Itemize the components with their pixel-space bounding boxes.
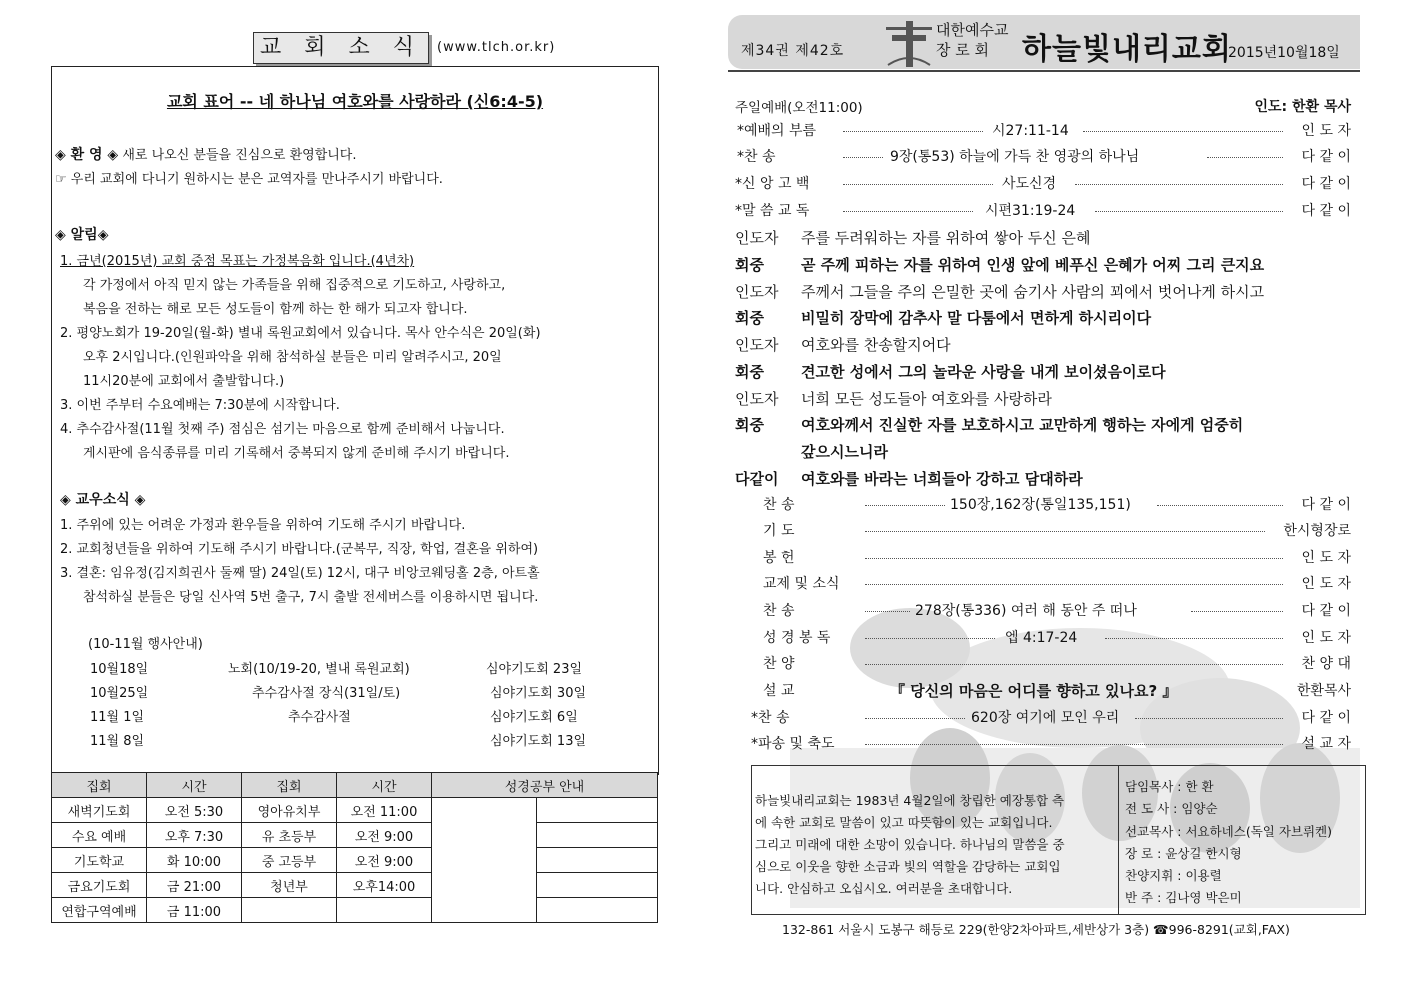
notice-item: 복음을 전하는 해로 모든 성도들이 함께 하는 한 해가 되고자 합니다. <box>83 302 468 317</box>
welcome-note: ☞ 우리 교회에 다니기 원하시는 분은 교역자를 만나주시기 바랍니다. <box>55 172 443 187</box>
bible-study-cell <box>537 848 658 873</box>
column-header: 집회 <box>242 773 337 798</box>
notice-item: 1. 금년(2015년) 교회 중점 목표는 가정복음화 입니다.(4년차) <box>60 254 415 269</box>
responsive-speaker: 인도자 <box>735 336 779 354</box>
church-motto: 교회 표어 -- 네 하나님 여호와를 사랑하라 (신6:4-5) <box>166 92 544 111</box>
column-header: 시간 <box>337 773 432 798</box>
bible-study-cell <box>537 798 658 823</box>
responsive-speaker: 다같이 <box>735 470 779 488</box>
welcome-heading: ◈ 환 영 ◈ <box>55 147 119 163</box>
welcome-line <box>55 144 357 164</box>
notice-item: 4. 추수감사절(11월 첫째 주) 점심은 섬기는 마음으로 함께 준비해서 나눕니다. <box>60 422 505 437</box>
order-row <box>735 197 1353 223</box>
table-cell: 오후 7:30 <box>147 823 242 848</box>
responsive-row <box>735 385 1353 411</box>
order-by: 인 도 자 <box>1301 123 1351 139</box>
order-row <box>735 677 1353 703</box>
affairs-heading: ◈ 교우소식 ◈ <box>60 492 146 508</box>
responsive-text: 곧 주께 피하는 자를 위하여 인생 앞에 베푸신 은혜가 어찌 그리 큰지요 <box>801 256 1265 274</box>
responsive-text: 갚으시느니라 <box>801 443 888 461</box>
order-content: 시27:11-14 <box>992 123 1069 139</box>
event-date: 11월 1일 <box>90 710 145 725</box>
cross-logo-icon <box>884 21 934 67</box>
order-by: 인 도 자 <box>1301 550 1351 566</box>
order-by: 인 도 자 <box>1301 630 1351 646</box>
responsive-row <box>735 224 1353 250</box>
table-cell: 금 11:00 <box>147 898 242 923</box>
table-row <box>52 873 658 898</box>
order-content: 엡 4:17-24 <box>1005 630 1078 646</box>
order-by: 찬 양 대 <box>1301 656 1351 672</box>
table-cell: 오후14:00 <box>337 873 432 898</box>
bible-study-cell <box>537 823 658 848</box>
responsive-speaker: 인도자 <box>735 390 779 408</box>
responsive-text: 비밀히 장막에 감추사 말 다툼에서 면하게 하시리이다 <box>801 309 1152 327</box>
volume-number: 제34권 제42호 <box>741 43 845 59</box>
responsive-text: 견고한 성에서 그의 놀라운 사랑을 내게 보이셨음이로다 <box>801 363 1166 381</box>
order-content: 시편31:19-24 <box>985 203 1076 219</box>
order-row <box>735 117 1353 143</box>
affairs-item: 2. 교회청년들을 위하여 기도해 주시기 바랍니다.(군복무, 직장, 학업, 결혼을 위하여) <box>60 542 539 557</box>
responsive-speaker: 인도자 <box>735 283 779 301</box>
table-row <box>52 823 658 848</box>
table-cell: 오전 9:00 <box>337 848 432 873</box>
order-row <box>735 570 1353 596</box>
order-by: 설 교 자 <box>1301 736 1351 752</box>
order-row <box>735 650 1353 676</box>
order-content: 278장(통336) 여러 해 동안 주 떠나 <box>915 603 1137 619</box>
order-by: 다 같 이 <box>1301 149 1351 165</box>
order-by: 다 같 이 <box>1301 603 1351 619</box>
table-cell: 오전 11:00 <box>337 798 432 823</box>
event-prayer: 심야기도회 6일 <box>490 710 578 725</box>
responsive-text: 여호와를 찬송할지어다 <box>801 336 951 354</box>
order-row <box>735 704 1353 730</box>
responsive-text: 여호와께서 진실한 자를 보호하시고 교만하게 행하는 자에게 엄중히 <box>801 416 1244 434</box>
denomination-line: 대한예수교 <box>936 21 1009 39</box>
table-cell: 연합구역예배 <box>52 898 147 923</box>
event-name: 추수감사절 장식(31일/토) <box>252 686 401 701</box>
event-date: 11월 8일 <box>90 734 145 749</box>
service-title: 주일예배(오전11:00) <box>735 100 863 116</box>
table-row <box>52 798 658 823</box>
intro-line: 하늘빛내리교회는 1983년 4월2일에 창립한 예장통합 측 <box>755 793 1065 808</box>
responsive-row <box>735 278 1353 304</box>
staff-list <box>1125 776 1332 910</box>
church-intro <box>755 790 1115 900</box>
responsive-text: 여호와를 바라는 너희들아 강하고 담대하라 <box>801 470 1083 488</box>
responsive-speaker: 회중 <box>735 309 764 327</box>
service-leader: 인도: 한환 목사 <box>1254 99 1351 115</box>
event-prayer: 심야기도회 13일 <box>490 734 587 749</box>
event-name: 추수감사절 <box>288 710 351 725</box>
denomination <box>936 20 1008 60</box>
intro-line: 심으로 이웃을 향한 소금과 빛의 역할을 감당하는 교회입 <box>755 859 1061 874</box>
order-row <box>735 143 1353 169</box>
event-name: 노회(10/19-20, 별내 록원교회) <box>228 662 410 677</box>
order-by: 한환목사 <box>1296 683 1351 699</box>
responsive-text: 너희 모든 성도들아 여호와를 사랑하라 <box>801 390 1052 408</box>
order-label: 설 교 <box>763 683 795 699</box>
table-cell: 청년부 <box>242 873 337 898</box>
bulletin-date: 2015년10월18일 <box>1228 45 1340 61</box>
order-label: 봉 헌 <box>763 550 795 566</box>
church-name: 하늘빛내리교회 <box>1022 32 1232 67</box>
table-cell: 금요기도회 <box>52 873 147 898</box>
order-label: 찬 송 <box>763 603 795 619</box>
staff-item: 선교목사 : 서요하네스(독일 자브뤼켄) <box>1125 823 1333 839</box>
sermon-title: 『 당신의 마음은 어디를 향하고 있나요? 』 <box>890 682 1178 700</box>
order-by: 다 같 이 <box>1301 497 1351 513</box>
info-divider <box>1118 766 1119 914</box>
notice-item: 11시20분에 교회에서 출발합니다.) <box>83 374 285 389</box>
church-address: 132-861 서울시 도봉구 해등로 229(한양2차아파트,세반상가 3층) ☎996-8291(교회,FAX) <box>782 922 1290 937</box>
table-cell: 수요 예배 <box>52 823 147 848</box>
order-by: 다 같 이 <box>1301 203 1351 219</box>
denomination-line: 장 로 회 <box>936 41 990 59</box>
order-label: *말 씀 교 독 <box>735 203 810 219</box>
order-row <box>735 517 1353 543</box>
order-content: 9장(통53) 하늘에 가득 찬 영광의 하나님 <box>890 149 1140 165</box>
notice-item: 각 가정에서 아직 믿지 않는 가족들을 위해 집중적으로 기도하고, 사랑하고, <box>83 278 506 293</box>
order-label: 교제 및 소식 <box>763 576 840 592</box>
table-cell: 오전 9:00 <box>337 823 432 848</box>
header-divider <box>728 70 1360 72</box>
responsive-row <box>735 251 1353 277</box>
table-row <box>52 848 658 873</box>
table-cell: 영아유치부 <box>242 798 337 823</box>
order-label: 찬 양 <box>763 656 795 672</box>
table-cell: 중 고등부 <box>242 848 337 873</box>
intro-line: 에 속한 교회로 말씀이 있고 따뜻함이 있는 교회입니다. <box>755 815 1053 830</box>
staff-item: 담임목사 : 한 환 <box>1125 779 1214 794</box>
responsive-row <box>735 358 1353 384</box>
affairs-item: 참석하실 분들은 당일 신사역 5번 출구, 7시 출발 전세버스를 이용하시면 됩니다. <box>83 590 539 605</box>
affairs-item: 1. 주위에 있는 어려운 가정과 환우들을 위하여 기도해 주시기 바랍니다. <box>60 518 466 533</box>
staff-item: 반 주 : 김나영 박은미 <box>1125 890 1242 906</box>
intro-line: 그리고 미래에 대한 소망이 있습니다. 하나님의 말씀을 중 <box>755 837 1065 852</box>
order-label: *찬 송 <box>737 149 776 165</box>
staff-item: 장 로 : 윤상길 한시형 <box>1125 845 1242 861</box>
responsive-row <box>735 304 1353 330</box>
affairs-item: 3. 결혼: 임유정(김지희권사 둘째 딸) 24일(토) 12시, 대구 비앙코웨딩홀 2층, 아트홀 <box>60 566 540 581</box>
notice-item: 게시판에 음식종류를 미리 기록해서 중복되지 않게 준비해 주시기 바랍니다. <box>83 446 510 461</box>
order-content: 620장 여기에 모인 우리 <box>971 710 1120 726</box>
order-row <box>735 170 1353 196</box>
order-label: 찬 송 <box>763 497 795 513</box>
bible-study-cell <box>537 873 658 898</box>
order-row <box>735 730 1353 756</box>
order-label: 기 도 <box>763 523 795 539</box>
order-by: 한시형장로 <box>1283 523 1351 539</box>
responsive-speaker: 인도자 <box>735 229 779 247</box>
responsive-row <box>735 331 1353 357</box>
order-row <box>735 491 1353 517</box>
order-content: 사도신경 <box>1002 176 1057 192</box>
table-cell <box>242 898 337 923</box>
order-by: 인 도 자 <box>1301 576 1351 592</box>
column-header: 성경공부 안내 <box>432 773 658 798</box>
order-label: *신 앙 고 백 <box>735 176 810 192</box>
schedule-table <box>51 772 658 923</box>
order-label: *파송 및 축도 <box>751 736 835 752</box>
responsive-row <box>735 438 1353 464</box>
event-prayer: 심야기도회 30일 <box>490 686 587 701</box>
notice-heading: ◈ 알림◈ <box>55 227 109 243</box>
responsive-speaker: 회중 <box>735 363 764 381</box>
responsive-speaker: 회중 <box>735 416 764 434</box>
order-row <box>735 597 1353 623</box>
event-date: 10월18일 <box>90 662 149 677</box>
welcome-text: 새로 나오신 분들을 진심으로 환영합니다. <box>118 148 357 163</box>
news-title: 교 회 소 식 <box>253 32 429 64</box>
staff-item: 찬양지휘 : 이용렬 <box>1125 868 1222 884</box>
table-cell: 유 초등부 <box>242 823 337 848</box>
responsive-row <box>735 411 1353 437</box>
order-label: *예배의 부름 <box>737 123 817 139</box>
service-header-row <box>735 93 1353 119</box>
church-url: (www.tlch.or.kr) <box>437 40 556 55</box>
order-label: 성 경 봉 독 <box>763 630 831 646</box>
order-row <box>735 624 1353 650</box>
responsive-text: 주께서 그들을 주의 은밀한 곳에 숨기사 사람의 꾀에서 벗어나게 하시고 <box>801 283 1265 301</box>
column-header: 시간 <box>147 773 242 798</box>
responsive-row <box>735 465 1353 491</box>
table-cell: 금 21:00 <box>147 873 242 898</box>
notice-item: 오후 2시입니다.(인원파악을 위해 참석하실 분들은 미리 알려주시고, 20일 <box>83 350 502 365</box>
table-cell: 오전 5:30 <box>147 798 242 823</box>
order-by: 다 같 이 <box>1301 710 1351 726</box>
order-row <box>735 544 1353 570</box>
table-row <box>52 898 658 923</box>
intro-line: 니다. 안심하고 오십시오. 여러분을 초대합니다. <box>755 881 1013 896</box>
bible-study-cell <box>432 798 537 923</box>
order-content: 150장,162장(통일135,151) <box>950 497 1131 513</box>
notice-item: 2. 평양노회가 19-20일(월-화) 별내 록원교회에서 있습니다. 목사 안수식은 20일(화) <box>60 326 541 341</box>
table-cell: 기도학교 <box>52 848 147 873</box>
table-cell <box>337 898 432 923</box>
responsive-text: 주를 두려워하는 자를 위하여 쌓아 두신 은혜 <box>801 229 1091 247</box>
event-prayer: 심야기도회 23일 <box>486 662 583 677</box>
event-date: 10월25일 <box>90 686 149 701</box>
table-header-row <box>52 773 658 798</box>
responsive-speaker: 회중 <box>735 256 764 274</box>
table-cell: 새벽기도회 <box>52 798 147 823</box>
order-by: 다 같 이 <box>1301 176 1351 192</box>
order-label: *찬 송 <box>751 710 790 726</box>
notice-item: 3. 이번 주부터 수요예배는 7:30분에 시작합니다. <box>60 398 340 413</box>
staff-item: 전 도 사 : 임양순 <box>1125 801 1218 817</box>
events-heading: (10-11월 행사안내) <box>88 637 203 652</box>
table-cell: 화 10:00 <box>147 848 242 873</box>
column-header: 집회 <box>52 773 147 798</box>
bible-study-cell <box>537 898 658 923</box>
